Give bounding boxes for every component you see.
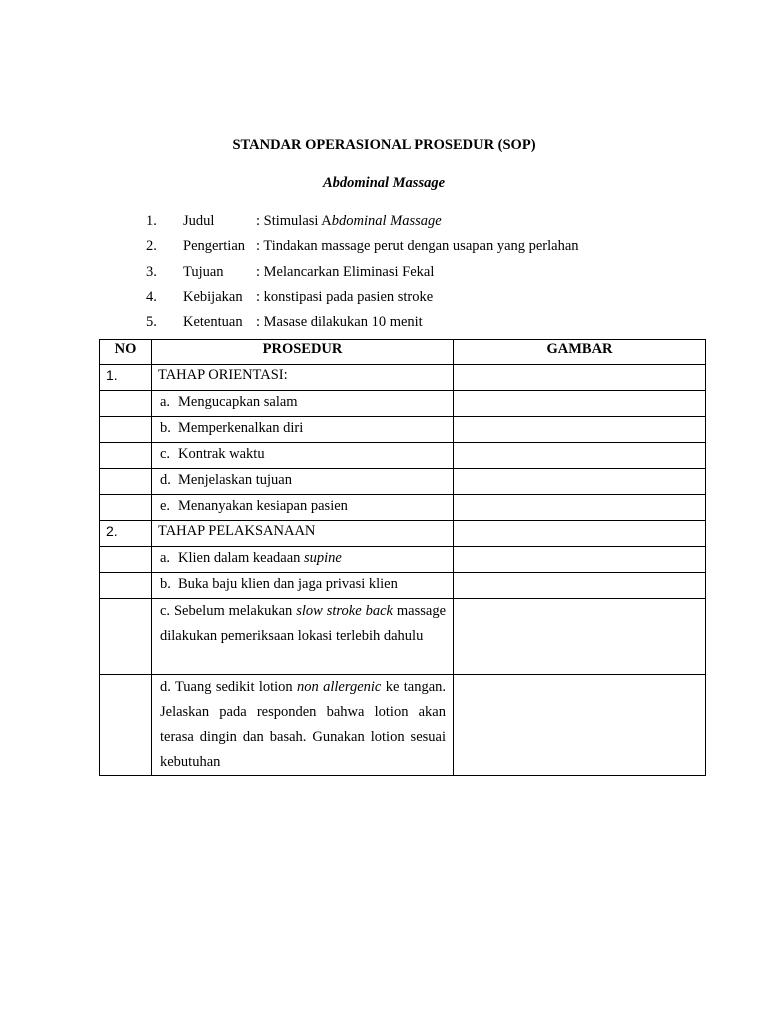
info-row-pengertian	[0, 236, 768, 261]
image-cell	[454, 573, 706, 599]
step-label: b.	[160, 420, 171, 436]
step-emphasis: supine	[304, 550, 342, 566]
step-cell	[152, 495, 454, 521]
info-number: 3.	[146, 263, 157, 280]
image-cell	[454, 521, 706, 547]
step-label: a.	[160, 550, 171, 566]
table-row	[100, 417, 706, 443]
info-row-ketentuan	[0, 312, 768, 337]
info-value	[256, 211, 442, 231]
step-cell	[152, 391, 454, 417]
info-row-judul	[0, 211, 768, 236]
info-key: Judul	[183, 213, 215, 229]
info-value: : Melancarkan Eliminasi Fekal	[256, 263, 435, 280]
no-cell	[100, 469, 152, 495]
step-cell	[152, 547, 454, 573]
info-value: : Tindakan massage perut dengan usapan yang perlahan	[256, 238, 579, 255]
step-emphasis: non allergenic	[297, 679, 382, 695]
stage-title: TAHAP ORIENTASI:	[152, 365, 454, 391]
step-text: Kontrak waktu	[178, 446, 265, 462]
table-row	[100, 599, 706, 675]
table-row	[100, 391, 706, 417]
table-row	[100, 573, 706, 599]
info-key: Tujuan	[183, 263, 224, 280]
no-cell	[100, 547, 152, 573]
procedure-table	[99, 339, 706, 776]
step-text: d. Tuang sedikit lotion	[160, 679, 298, 695]
info-key: Kebijakan	[183, 288, 243, 305]
no-cell	[100, 417, 152, 443]
step-label: d.	[160, 472, 171, 488]
image-cell	[454, 547, 706, 573]
step-text: Mengucapkan salam	[178, 394, 298, 410]
table-row	[100, 547, 706, 573]
table-row	[100, 469, 706, 495]
no-cell	[100, 443, 152, 469]
info-row-kebijakan	[0, 287, 768, 312]
step-cell	[152, 599, 454, 675]
document-subtitle: Abdominal Massage	[322, 175, 446, 191]
info-row-tujuan	[0, 262, 768, 287]
header-gambar: GAMBAR	[454, 340, 706, 365]
step-cell	[152, 417, 454, 443]
no-cell	[100, 675, 152, 776]
image-cell	[454, 417, 706, 443]
info-value-prefix: : Stimulasi A	[256, 213, 332, 229]
step-emphasis: slow stroke back	[296, 603, 393, 619]
table-header-row	[100, 340, 706, 365]
no-cell	[100, 495, 152, 521]
document-title: STANDAR OPERASIONAL PROSEDUR (SOP)	[232, 137, 536, 153]
step-label: a.	[160, 394, 171, 410]
step-cell	[152, 469, 454, 495]
step-cell	[152, 443, 454, 469]
info-value-emphasis: bdominal Massage	[331, 213, 442, 229]
step-label: b.	[160, 576, 171, 592]
table-row	[100, 675, 706, 776]
table-row-stage-pelaksanaan	[100, 521, 706, 547]
image-cell	[454, 365, 706, 391]
step-text: Menjelaskan tujuan	[178, 472, 292, 488]
stage-number: 1.	[100, 365, 152, 391]
no-cell	[100, 599, 152, 675]
step-label: e.	[160, 498, 171, 514]
info-number: 1.	[146, 213, 157, 229]
info-key: Ketentuan	[183, 314, 243, 331]
step-text: Klien dalam keadaan	[178, 550, 305, 566]
stage-title: TAHAP PELAKSANAAN	[152, 521, 454, 547]
info-number: 5.	[146, 314, 157, 331]
info-key: Pengertian	[183, 238, 246, 255]
info-value: : Masase dilakukan 10 menit	[256, 314, 423, 331]
no-cell	[100, 391, 152, 417]
info-value: : konstipasi pada pasien stroke	[256, 288, 434, 305]
info-number: 2.	[146, 238, 157, 255]
step-cell	[152, 675, 454, 776]
step-text: Menanyakan kesiapan pasien	[178, 498, 348, 514]
image-cell	[454, 495, 706, 521]
table-row	[100, 495, 706, 521]
table-row	[100, 443, 706, 469]
step-text-continued: massage dilakukan pemeriksaan lokasi terlebih dahulu	[160, 603, 447, 644]
step-label: c.	[160, 446, 171, 462]
image-cell	[454, 443, 706, 469]
image-cell	[454, 675, 706, 776]
step-cell	[152, 573, 454, 599]
header-no: NO	[100, 340, 152, 365]
header-prosedur: PROSEDUR	[152, 340, 454, 365]
image-cell	[454, 391, 706, 417]
step-text: Memperkenalkan diri	[178, 420, 304, 436]
step-text: c. Sebelum melakukan	[160, 603, 297, 619]
no-cell	[100, 573, 152, 599]
sop-info-list	[0, 211, 768, 337]
stage-number: 2.	[100, 521, 152, 547]
image-cell	[454, 469, 706, 495]
step-text-continued: ke tangan. Jelaskan pada responden bahwa lotion akan terasa dingin dan basah. Gunakan lotion sesuai kebutuhan	[160, 679, 446, 770]
info-number: 4.	[146, 288, 157, 305]
table-row-stage-orientasi	[100, 365, 706, 391]
step-text: Buka baju klien dan jaga privasi klien	[178, 576, 398, 592]
image-cell	[454, 599, 706, 675]
